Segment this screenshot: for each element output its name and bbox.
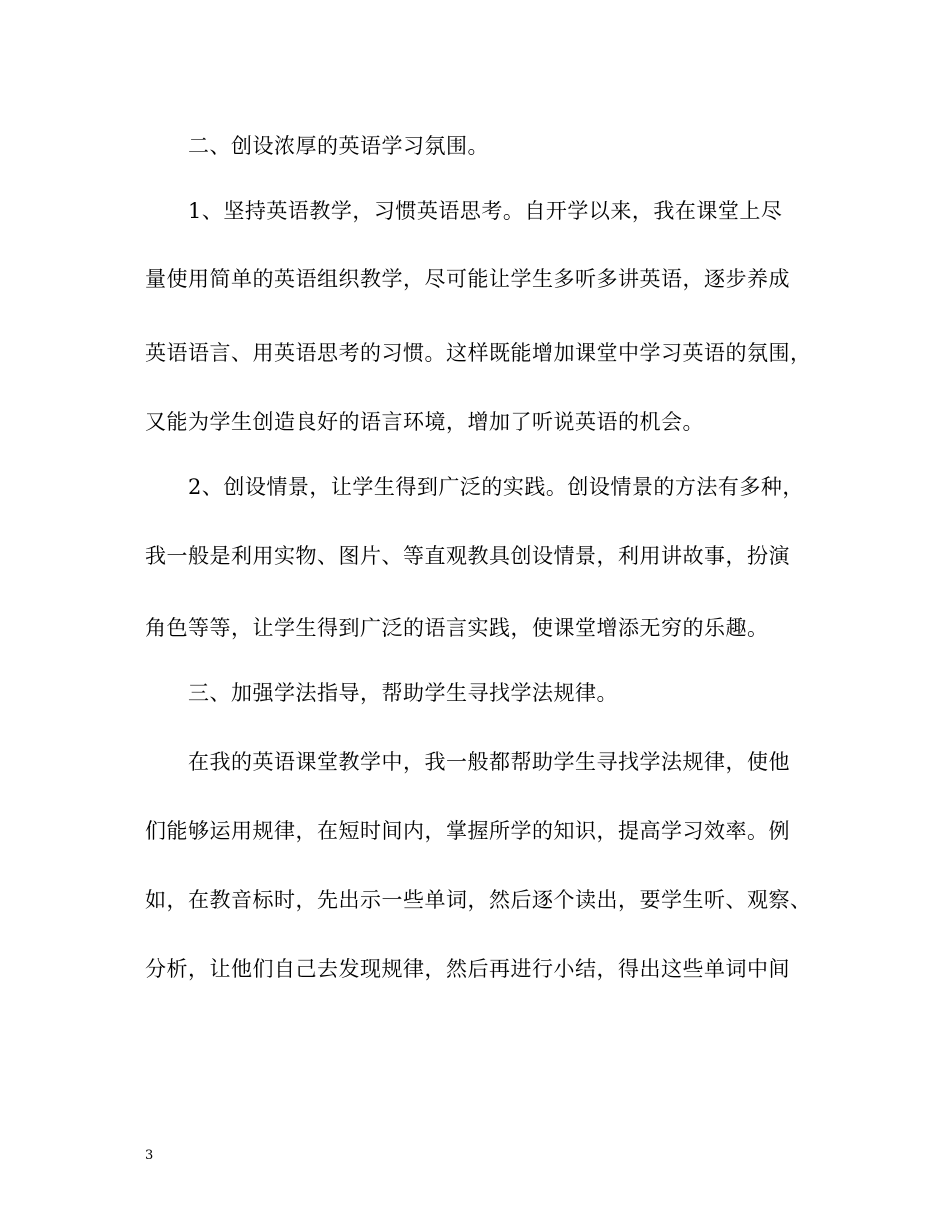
paragraph-line: 们能够运用规律，在短时间内，掌握所学的知识，提高学习效率。例 [145, 819, 790, 843]
page-number: 3 [145, 1148, 154, 1163]
paragraph-line: 英语语言、用英语思考的习惯。这样既能增加课堂中学习英语的氛围， [145, 341, 812, 365]
paragraph-line: 我一般是利用实物、图片、等直观教具创设情景，利用讲故事，扮演 [145, 544, 790, 568]
paragraph-line: 1、坚持英语教学，习惯英语思考。自开学以来，我在课堂上尽 [188, 199, 783, 223]
section-heading: 三、加强学法指导，帮助学生寻找学法规律。 [188, 681, 618, 705]
paragraph-line: 如，在教音标时，先出示一些单词，然后逐个读出，要学生听、观察、 [145, 888, 812, 912]
section-heading: 二、创设浓厚的英语学习氛围。 [188, 134, 489, 158]
paragraph-line: 2、创设情景，让学生得到广泛的实践。创设情景的方法有多种， [188, 475, 804, 499]
paragraph-line: 又能为学生创造良好的语言环境，增加了听说英语的机会。 [145, 410, 704, 434]
paragraph-line: 在我的英语课堂教学中，我一般都帮助学生寻找学法规律，使他 [188, 750, 790, 774]
paragraph-line: 角色等等，让学生得到广泛的语言实践，使课堂增添无穷的乐趣。 [145, 616, 769, 640]
paragraph-line: 量使用简单的英语组织教学，尽可能让学生多听多讲英语，逐步养成 [145, 267, 790, 291]
paragraph-line: 分析，让他们自己去发现规律，然后再进行小结，得出这些单词中间 [145, 957, 790, 981]
